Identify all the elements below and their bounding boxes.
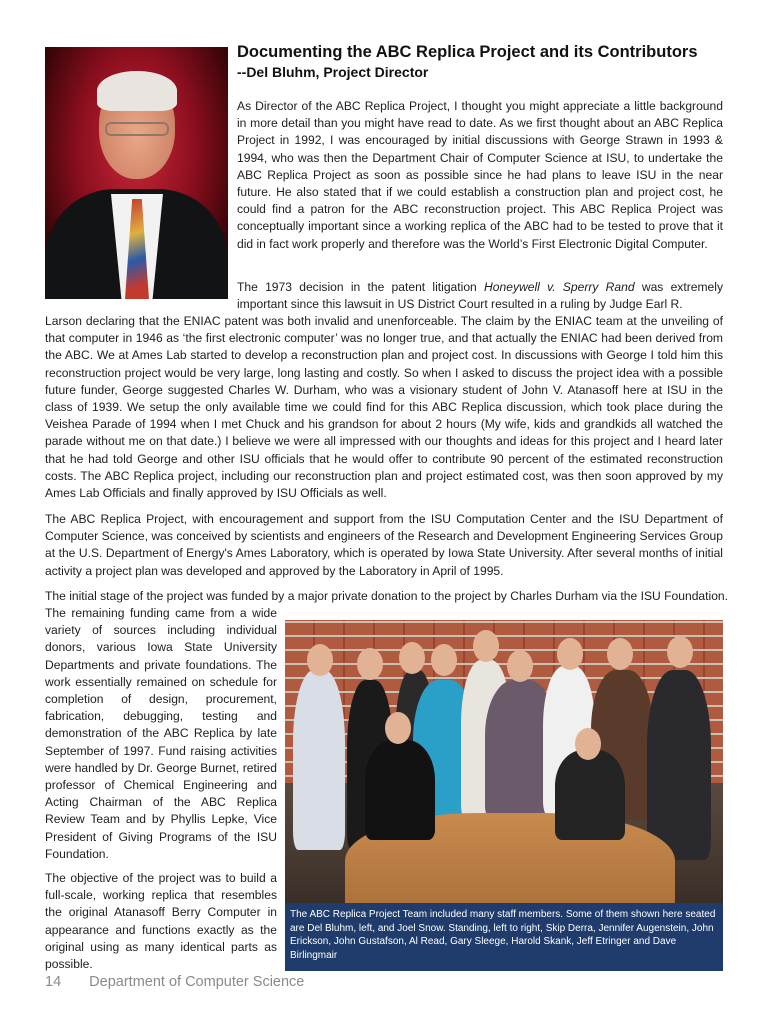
paragraph-1: As Director of the ABC Replica Project, I thought you might appreciate a little background in more detail than you might have read to date. As we first thought about an ABC Replica Project in 1992, I was encouraged by initial discussions with George Strawn in 1993 & 1994, who was then the Department Chair of Computer Science at ISU, to undertake the ABC Replica Project as soon as possible since he had plans to leave ISU in the near future. He also stated that if we could establish a construction plan and project cost, he could find a patron for the ABC reconstruction project. This ABC Replica Project was conceptually important since a working replica of the ABC had to be tested to prove that it did in fact work properly and therefore was the World’s First Electronic Digital Computer.: [237, 99, 723, 251]
case-name: Honeywell v. Sperry Rand: [484, 280, 635, 294]
author-portrait: [45, 47, 228, 299]
page-footer: [45, 974, 445, 990]
paragraph-4: The initial stage of the project was funded by a major private donation to the project by Charles Durham via the ISU Foundation.: [45, 589, 729, 603]
page-number: 14: [45, 974, 62, 990]
paragraph-6: The objective of the project was to build a full-scale, working replica that resembles the original Atanasoff Berry Computer in appearance and functions exactly as the original using as many identical parts as possible.: [45, 871, 277, 972]
department-name: Department of Computer Science: [89, 974, 305, 990]
photo-caption: The ABC Replica Project Team included many staff members. Some of them shown here seated are Del Bluhm, left, and Joel Snow. Standing, left to right, Skip Derra, Jennifer Augenstein, John Erickson, John Gustafson, Al Read, Gary Sleege, Harold Skank, Jeff Etringer and Dave Birlingmair: [285, 903, 723, 971]
article-byline: --Del Bluhm, Project Director: [237, 64, 429, 80]
team-photo: [285, 620, 723, 903]
article-title: Documenting the ABC Replica Project and its Contributors: [237, 43, 698, 61]
paragraph-3: The ABC Replica Project, with encouragement and support from the ISU Computation Center and the ISU Department of Computer Science, was conceived by scientists and engineers of the Research and Development Engineering Services Group at the U.S. Department of Energy's Ames Laboratory, which is operated by Iowa State University. After several months of initial activity a project plan was developed and approved by the Laboratory in April of 1995.: [45, 512, 723, 578]
paragraph-2-start: The 1973 decision in the patent litigation Honeywell v. Sperry Rand was extremely important since this lawsuit in US District Court resulted in a ruling by Judge Earl R.: [237, 280, 723, 312]
paragraph-2-rest: Larson declaring that the ENIAC patent was both invalid and unenforceable. The claim by the ENIAC team at the unveiling of that computer in 1946 as ‘the first electronic computer’ was no longer true, and that actually the ENIAC had been derived from the ABC. We at Ames Lab started to develop a reconstruction plan and project cost. In discussions with George I told him this reconstruction project would be very large, long lasting and costly. So when I asked to discuss the project idea with a possible future funder, George suggested Charles W. Durham, who was a visionary student of John V. Atanasoff here at ISU in the class of 1939. We setup the only available time we could find for this ABC Replica discussion, which took place during the Veishea Parade of 1994 when I met Chuck and his grandson for about 2 hours (My wife, kids and grandkids all watched the parade without me on that date.) I believe we were all impressed with our thoughts and ideas for this project and I heard later that he had told George and other ISU officials that he would offer to contribute 90 percent of the estimated reconstruction costs. The ABC Replica project, including our reconstruction plan and project estimated cost, was then soon approved by my Ames Lab Officials and finally approved by ISU Officials as well.: [45, 314, 723, 501]
paragraph-5: The remaining funding came from a wide variety of sources including individual donors, various Iowa State University Departments and private foundations. The work essentially remained on schedule for completion of design, procurement, fabrication, debugging, testing and demonstration of the ABC Replica by late September of 1997. Fund raising activities were handled by Dr. George Burnet, retired professor of Chemical Engineering and Acting Chairman of the ABC Replica Review Team and by Phyllis Lepke, Vice President of Giving Programs of the ISU Foundation.: [45, 606, 277, 861]
